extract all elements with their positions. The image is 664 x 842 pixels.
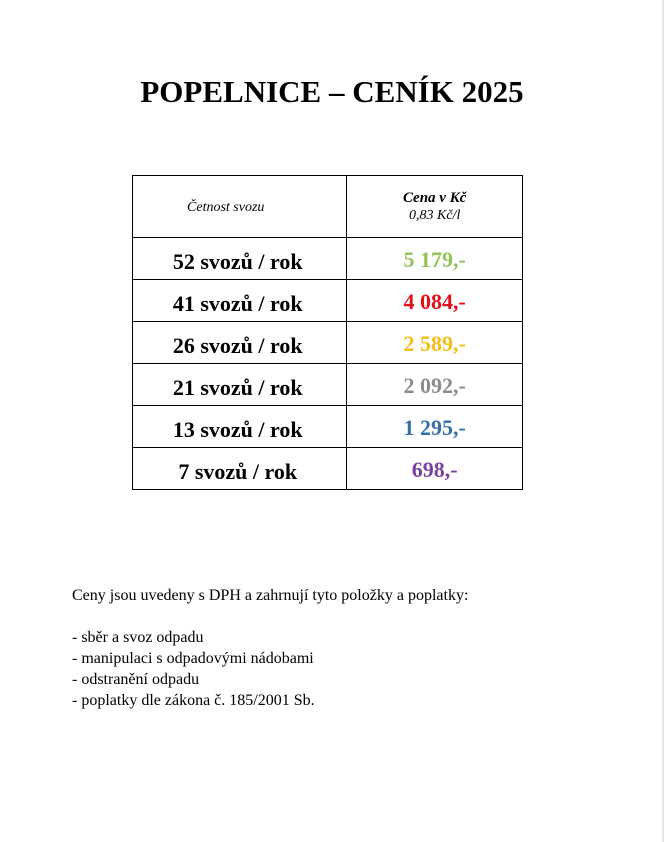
header-price-unit: 0,83 Kč/l bbox=[409, 207, 461, 223]
price-value: 1 295,- bbox=[403, 414, 466, 440]
price-cell bbox=[347, 280, 523, 322]
frequency-cell bbox=[133, 280, 347, 322]
table-row bbox=[133, 238, 523, 280]
frequency-cell bbox=[133, 448, 347, 490]
price-value: 2 589,- bbox=[403, 330, 466, 356]
price-value: 5 179,- bbox=[403, 246, 466, 272]
notes-list bbox=[72, 627, 468, 711]
page-title: POPELNICE – CENÍK 2025 bbox=[140, 74, 524, 109]
price-value: 4 084,- bbox=[403, 288, 466, 314]
header-frequency-cell bbox=[133, 176, 347, 238]
frequency-cell bbox=[133, 406, 347, 448]
list-item: - poplatky dle zákona č. 185/2001 Sb. bbox=[72, 692, 315, 709]
list-item: - manipulaci s odpadovými nádobami bbox=[72, 650, 314, 667]
price-cell bbox=[347, 448, 523, 490]
price-value: 2 092,- bbox=[403, 372, 466, 398]
frequency-label: 26 svozů / rok bbox=[172, 332, 303, 358]
frequency-cell bbox=[133, 238, 347, 280]
price-cell bbox=[347, 406, 523, 448]
header-price-cell bbox=[347, 176, 523, 238]
list-item: - odstranění odpadu bbox=[72, 671, 200, 688]
table-row bbox=[133, 406, 523, 448]
table-row bbox=[133, 280, 523, 322]
table-row bbox=[133, 364, 523, 406]
price-cell bbox=[347, 364, 523, 406]
list-item: - sběr a svoz odpadu bbox=[72, 629, 204, 646]
table-row bbox=[133, 322, 523, 364]
table-row bbox=[133, 448, 523, 490]
notes-intro: Ceny jsou uvedeny s DPH a zahrnují tyto položky a poplatky: bbox=[72, 587, 469, 604]
notes-section bbox=[72, 585, 468, 711]
frequency-label: 41 svozů / rok bbox=[172, 290, 303, 316]
header-price-label: Cena v Kč bbox=[403, 189, 467, 206]
frequency-label: 52 svozů / rok bbox=[172, 248, 303, 274]
price-value: 698,- bbox=[411, 456, 458, 482]
frequency-label: 7 svozů / rok bbox=[178, 458, 298, 484]
price-cell bbox=[347, 238, 523, 280]
frequency-cell bbox=[133, 322, 347, 364]
table-header-row bbox=[133, 176, 523, 238]
frequency-label: 21 svozů / rok bbox=[172, 374, 303, 400]
frequency-cell bbox=[133, 364, 347, 406]
frequency-label: 13 svozů / rok bbox=[172, 416, 303, 442]
header-frequency-label: Četnost svozu bbox=[187, 199, 265, 215]
price-cell bbox=[347, 322, 523, 364]
price-table bbox=[132, 175, 523, 490]
